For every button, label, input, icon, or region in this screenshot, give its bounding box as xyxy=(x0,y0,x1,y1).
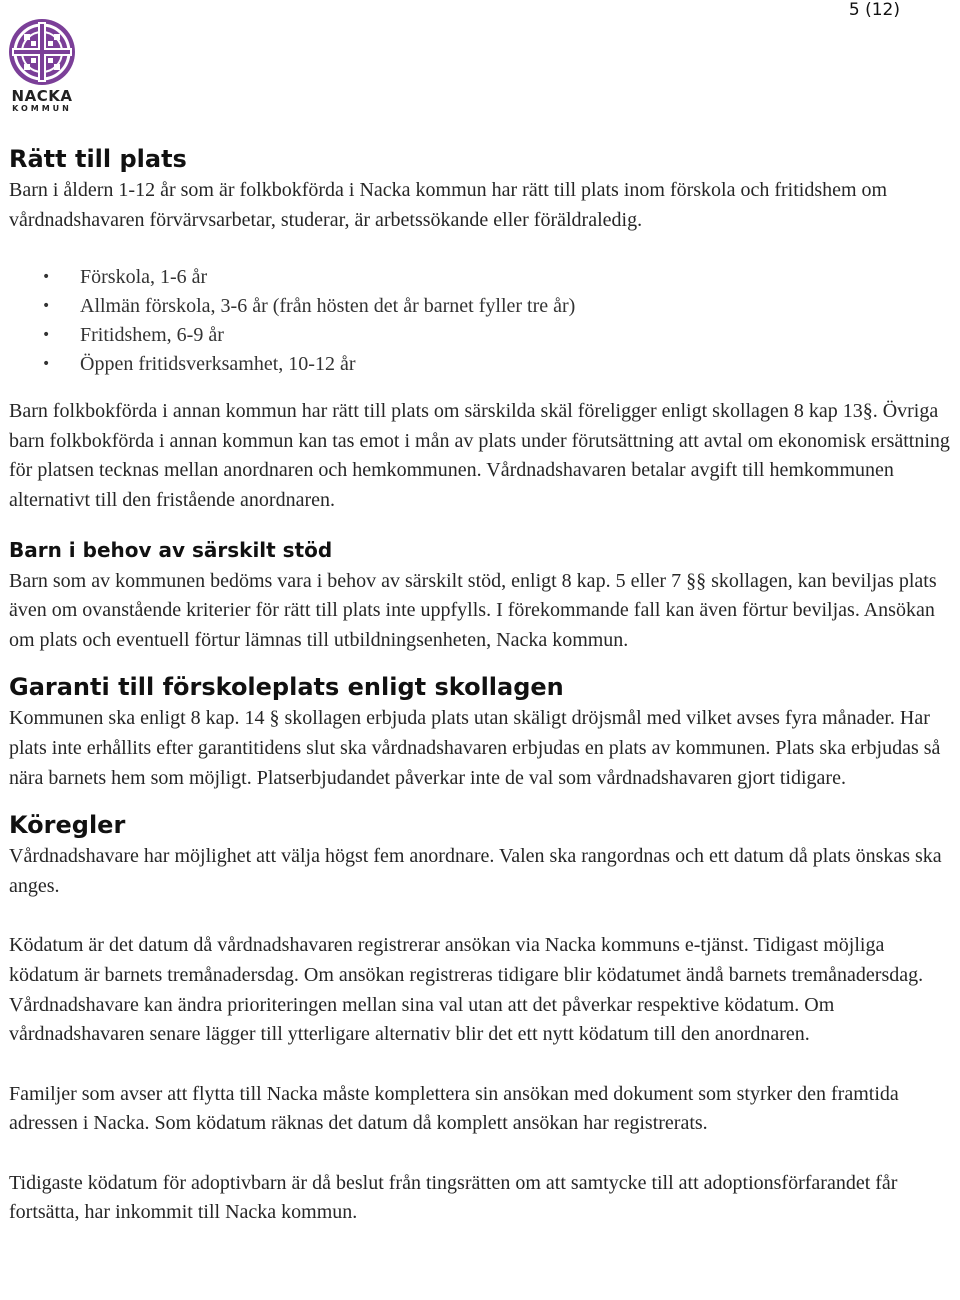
heading-garanti: Garanti till förskoleplats enligt skollagen xyxy=(9,673,564,702)
list-item xyxy=(9,292,959,321)
list-item-text: Öppen fritidsverksamhet, 10-12 år xyxy=(80,353,356,376)
bullet-icon: • xyxy=(42,298,51,315)
logo-text-nacka: NACKA xyxy=(11,87,73,105)
paragraph-garanti: Kommunen ska enligt 8 kap. 14 § skollagen erbjuda plats utan skäligt dröjsmål med vilket avses fyra månader. Har plats inte erhållits efter garantitidens slut ska vårdnadshavaren erbjudas en plats av kommunen. Plats ska erbjudas så nära barnets hem som möjligt. Platserbjudandet påverkar inte de val som vårdnadshavaren gjort tidigare. xyxy=(9,707,941,789)
paragraph-koregler-2: Ködatum är det datum då vårdnadshavaren registrerar ansökan via Nacka kommuns e-tjänst. Tidigast möjliga ködatum är barnets tremånadersdag. Om ansökan registreras tidigare blir ködatumet ändå barnets tremånadersdag. Vårdnadshavare kan ändra prioriteringen mellan sina val utan att det påverkar respektive ködatum. Om vårdnadshavaren senare lägger till ytterligare alternativ blir det ett nytt ködatum till den anordnaren. xyxy=(9,934,924,1046)
document-body xyxy=(9,143,959,1228)
list-item xyxy=(9,263,959,292)
list-item-text: Förskola, 1-6 år xyxy=(80,266,208,289)
bullet-icon: • xyxy=(42,327,51,344)
paragraph-sarskilt-stod: Barn som av kommunen bedöms vara i behov av särskilt stöd, enligt 8 kap. 5 eller 7 §§ skollagen, kan beviljas plats även om ovanstående kriterier för rätt till plats inte uppfylls. I förekommande fall kan även förtur beviljas. Ansökan om plats och eventuell förtur lämnas till utbildningsenheten, Nacka kommun. xyxy=(9,569,937,651)
list-item xyxy=(9,321,959,350)
logo-text-kommun: KOMMUN xyxy=(12,104,72,113)
paragraph-annan-kommun: Barn folkbokförda i annan kommun har rätt till plats om särskilda skäl föreligger enligt skollagen 8 kap 13§. Övriga barn folkbokförda i annan kommun kan tas emot i mån av plats under förutsättning att avtal om ekonomisk ersättning för platsen tecknas mellan anordnaren och hemkommunen. Vårdnadshavaren betalar avgift till hemkommunen alternativt till den fristående anordnaren. xyxy=(9,400,950,511)
list-item xyxy=(9,350,959,379)
paragraph-koregler-1: Vårdnadshavare har möjlighet att välja högst fem anordnare. Valen ska rangordnas och ett datum då plats önskas ska anges. xyxy=(9,845,942,897)
page-number: 5 (12) xyxy=(848,0,900,20)
nacka-kommun-logo xyxy=(6,18,78,113)
heading-koregler: Köregler xyxy=(9,811,126,840)
paragraph-ratt-till-plats-intro: Barn i åldern 1-12 år som är folkbokförda i Nacka kommun har rätt till plats inom förskola och fritidshem om vårdnadshavaren förvärvsarbetar, studerar, är arbetssökande eller föräldraledig. xyxy=(9,179,888,231)
heading-sarskilt-stod: Barn i behov av särskilt stöd xyxy=(9,537,333,562)
paragraph-koregler-4: Tidigaste ködatum för adoptivbarn är då beslut från tingsrätten om att samtycke till att adoptionsförfarandet får fortsätta, har inkommit till Nacka kommun. xyxy=(9,1171,898,1224)
list-item-text: Allmän förskola, 3-6 år (från hösten det år barnet fyller tre år) xyxy=(80,295,576,318)
list-item-text: Fritidshem, 6-9 år xyxy=(80,324,224,347)
bullet-icon: • xyxy=(42,269,51,286)
bullet-icon: • xyxy=(42,356,51,373)
heading-ratt-till-plats: Rätt till plats xyxy=(9,145,187,173)
bullet-list-verksamheter xyxy=(9,263,959,379)
paragraph-koregler-3: Familjer som avser att flytta till Nacka måste komplettera sin ansökan med dokument som styrker den framtida adressen i Nacka. Som ködatum räknas det datum då komplett ansökan har registrerats. xyxy=(9,1082,899,1135)
nacka-emblem-icon xyxy=(6,18,78,86)
